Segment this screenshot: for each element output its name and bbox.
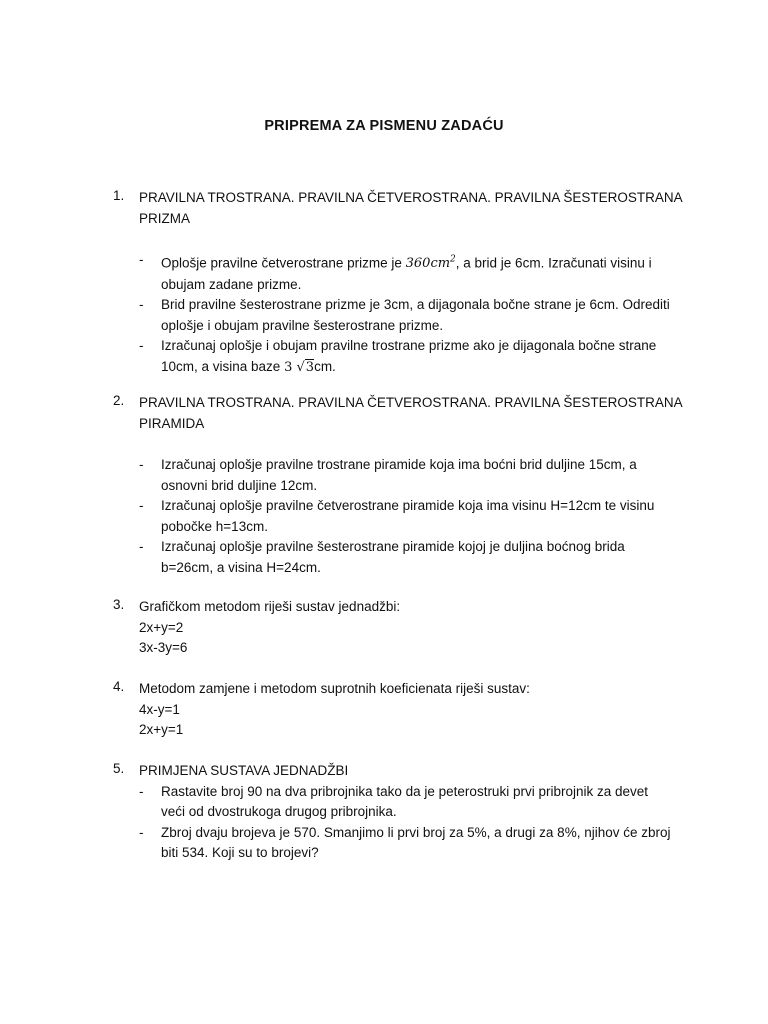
task-item [139, 295, 673, 336]
radicand: 3 [305, 359, 315, 375]
dash-bullet: - [139, 498, 144, 513]
math-number: 360 [405, 256, 431, 272]
task-item [139, 455, 673, 496]
task-text: Brid pravilne šesterostrane prizme je 3cm, a dijagonala bočne strane je 6cm. Odrediti oplošje i obujam pravilne šesterostrane prizme. [161, 297, 670, 333]
section-heading: Grafičkom metodom riješi sustav jednadžbi: [139, 599, 401, 614]
task-text: Zbroj dvaju brojeva je 570. Smanjimo li prvi broj za 5%, a drugi za 8%, njihov će zbroj biti 534. Koji su to brojevi? [161, 824, 671, 860]
section-number: 2. [113, 393, 125, 408]
section-4 [113, 679, 693, 741]
task-text: Izračunaj oplošje i obujam pravilne trostrane prizme ako je dijagonala bočne strane 10cm, a visina baze [161, 338, 657, 374]
task-text: Izračunaj oplošje pravilne četverostrane piramide koja ima visinu H=12cm te visinu pobočke h=13cm. [161, 498, 655, 534]
dash-bullet: - [139, 824, 144, 840]
sqrt-symbol: √ [296, 359, 305, 375]
dash-bullet: - [139, 338, 144, 354]
dash-bullet: - [139, 783, 144, 799]
dash-bullet: - [139, 539, 144, 554]
task-list [113, 782, 693, 864]
task-item [139, 250, 673, 295]
task-item [139, 782, 673, 823]
task-text-continued: cm. [314, 358, 336, 374]
section-heading: Metodom zamjene i metodom suprotnih koeficienata riješi sustav: [139, 681, 530, 696]
math-coefficient: 3 [284, 359, 293, 375]
math-unit: cm [430, 256, 451, 272]
dash-bullet: - [139, 457, 144, 472]
equation: 4x-y=1 [139, 701, 180, 717]
dash-bullet: - [139, 297, 144, 313]
math-sqrt-expression [284, 359, 314, 375]
section-number: 3. [113, 597, 125, 612]
math-exponent: 2 [450, 255, 456, 265]
task-item [139, 496, 673, 537]
task-text: Izračunaj oplošje pravilne šesterostrane piramide kojoj je duljina boćnog brida b=26cm, a visina H=24cm. [161, 539, 625, 575]
dash-bullet: - [139, 252, 144, 267]
section-2 [113, 393, 693, 578]
equation: 3x-3y=6 [139, 640, 188, 655]
section-number: 4. [113, 679, 125, 694]
task-text: Izračunaj oplošje pravilne trostrane piramide koja ima boćni brid duljine 15cm, a osnovni brid duljine 12cm. [161, 457, 637, 493]
task-item [139, 537, 673, 578]
task-text: Oplošje pravilne četverostrane prizme je [161, 255, 406, 271]
section-number: 5. [113, 761, 125, 776]
section-5 [113, 761, 693, 864]
equation: 2x+y=1 [139, 722, 184, 737]
document-title: PRIPREMA ZA PISMENU ZADAĆU [264, 118, 504, 134]
task-list [113, 455, 693, 578]
section-heading: PRAVILNA TROSTRANA. PRAVILNA ČETVEROSTRANA. PRAVILNA ŠESTEROSTRANA PRIZMA [139, 190, 682, 226]
task-item [139, 336, 673, 378]
task-item [139, 823, 673, 864]
math-value [406, 256, 456, 271]
task-text-continued: , a brid je 6cm. Izračunati visinu i obujam zadane prizme. [161, 255, 652, 292]
task-text: Rastavite broj 90 na dva pribrojnika tako da je peterostruki prvi pribrojnik za devet veći od dvostrukoga drugog pribrojnika. [161, 783, 649, 819]
task-list [113, 250, 693, 378]
section-number: 1. [113, 188, 125, 203]
section-heading: PRIMJENA SUSTAVA JEDNADŽBI [139, 763, 349, 778]
section-heading: PRAVILNA TROSTRANA. PRAVILNA ČETVEROSTRANA. PRAVILNA ŠESTEROSTRANA PIRAMIDA [139, 395, 682, 431]
equation: 2x+y=2 [139, 619, 184, 635]
section-3 [113, 597, 693, 659]
section-1 [113, 188, 693, 378]
